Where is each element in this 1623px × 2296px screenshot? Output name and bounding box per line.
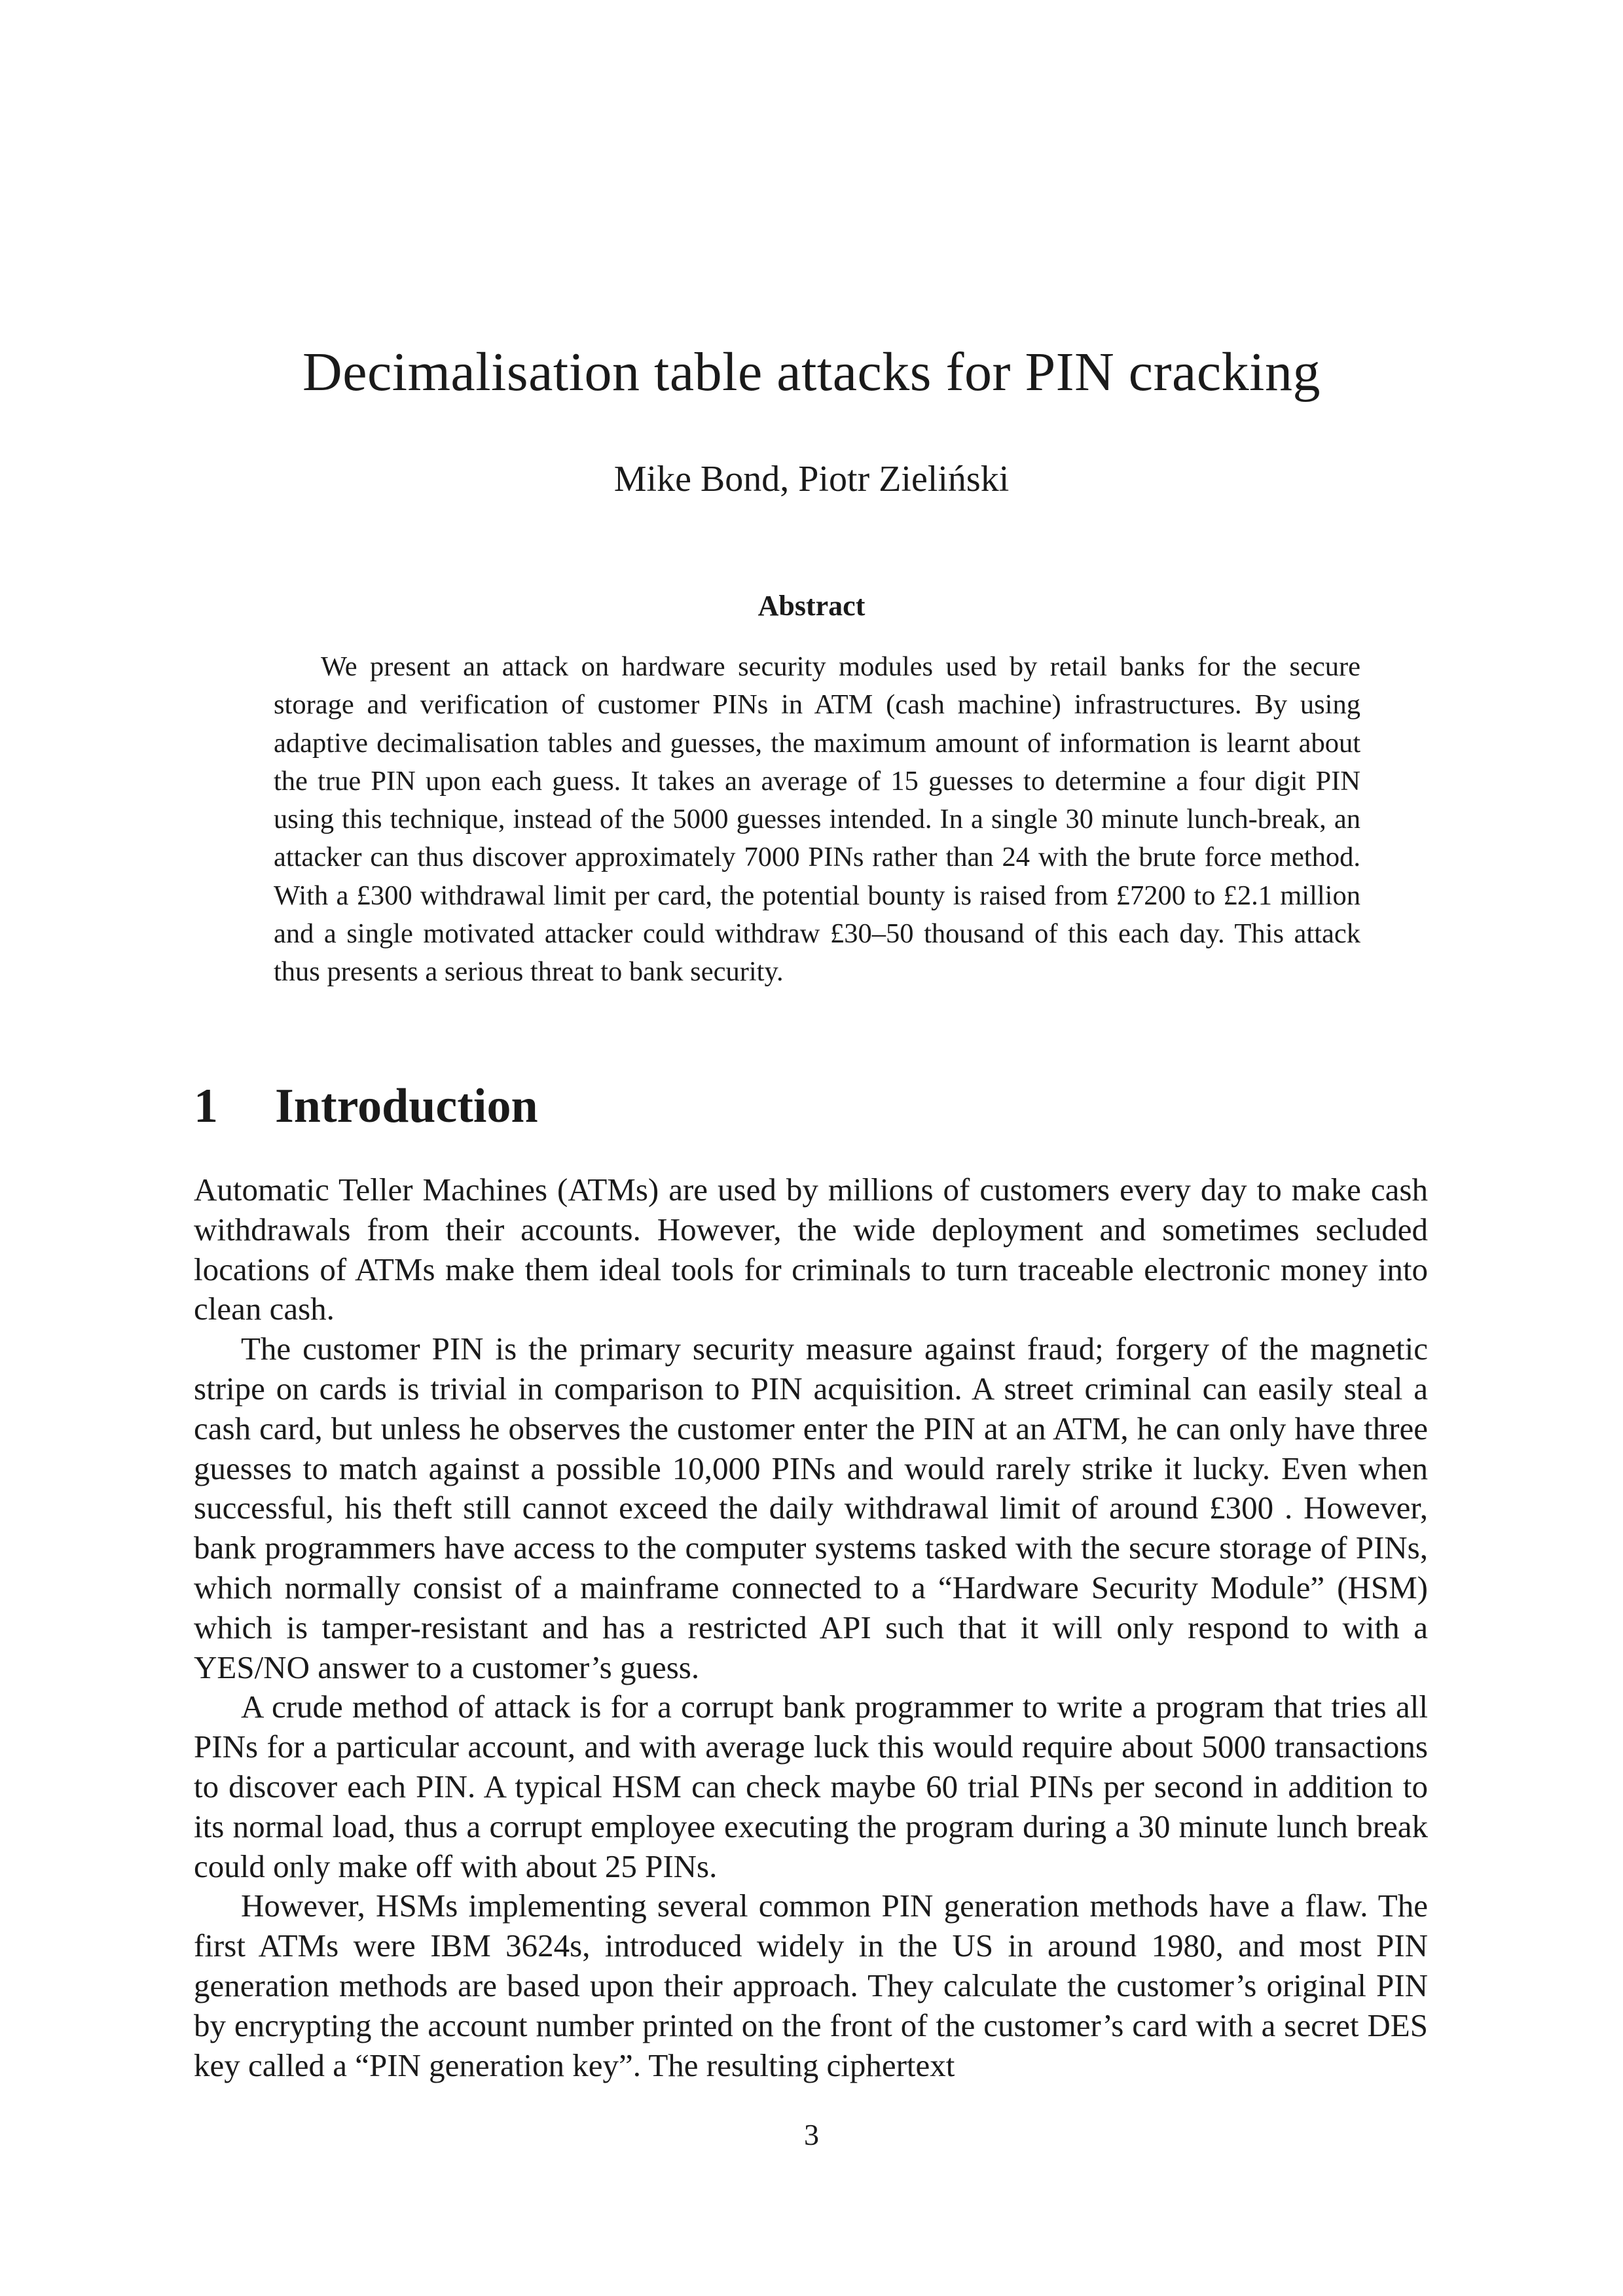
abstract-heading: Abstract <box>757 590 866 622</box>
body-paragraph: However, HSMs implementing several common PIN generation methods have a flaw. The first ATMs were IBM 3624s, introduced widely in the US in around 1980, and most PIN generation methods are based upon their approach. They calculate the customer’s original PIN by encrypting the account number printed on the front of the customer’s card with a secret DES key called a “PIN generation key”. The resulting ciphertext <box>194 1888 1428 2083</box>
section-body <box>194 1170 1428 2085</box>
page-number: 3 <box>804 2118 819 2151</box>
abstract-body: We present an attack on hardware security modules used by retail banks for the secure storage and verification of customer PINs in ATM (cash machine) infrastructures. By using adaptive decimalisation tables and guesses, the maximum amount of information is learnt about the true PIN upon each guess. It takes an average of 15 guesses to determine a four digit PIN using this technique, instead of the 5000 guesses intended. In a single 30 minute lunch-break, an attacker can thus discover approximately 7000 PINs rather than 24 with the brute force method. With a £300 withdrawal limit per card, the potential bounty is raised from £7200 to £2.1 million and a single motivated attacker could withdraw £30–50 thousand of this each day. This attack thus presents a serious threat to bank security. <box>274 651 1360 988</box>
body-paragraph: Automatic Teller Machines (ATMs) are used by millions of customers every day to make cash withdrawals from their accounts. However, the wide deployment and sometimes secluded locations of ATMs make them ideal tools for criminals to turn traceable electronic money into clean cash. <box>194 1172 1428 1327</box>
paper-title: Decimalisation table attacks for PIN cracking <box>302 342 1321 403</box>
section-title: Introduction <box>275 1079 538 1133</box>
section-heading <box>194 1079 538 1134</box>
body-paragraph: The customer PIN is the primary security measure against fraud; forgery of the magnetic stripe on cards is trivial in comparison to PIN acquisition. A street criminal can easily steal a cash card, but unless he observes the customer enter the PIN at an ATM, he can only have three guesses to match against a possible 10,000 PINs and would rarely strike it lucky. Even when successful, his theft still cannot exceed the daily withdrawal limit of around £300 . However, bank programmers have access to the computer systems tasked with the secure storage of PINs, which normally consist of a mainframe connected to a “Hardware Security Module” (HSM) which is tamper-resistant and has a restricted API such that it will only respond to with a YES/NO answer to a customer’s guess. <box>194 1331 1428 1685</box>
paper-authors: Mike Bond, Piotr Zieliński <box>613 459 1010 499</box>
section-number: 1 <box>194 1079 218 1133</box>
body-paragraph: A crude method of attack is for a corrupt bank programmer to write a program that tries all PINs for a particular account, and with average luck this would require about 5000 transactions to discover each PIN. A typical HSM can check maybe 60 trial PINs per second in addition to its normal load, thus a corrupt employee executing the program during a 30 minute lunch break could only make off with about 25 PINs. <box>194 1689 1428 1884</box>
